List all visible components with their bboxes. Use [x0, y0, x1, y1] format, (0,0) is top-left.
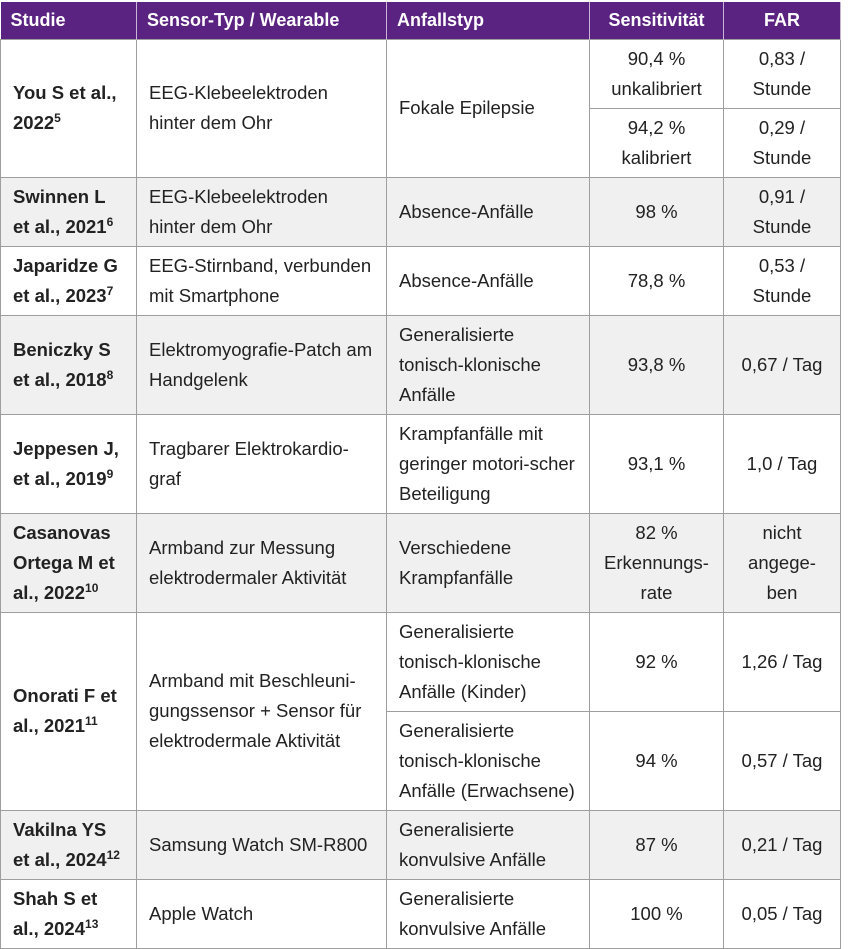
table-row	[1, 879, 841, 948]
far-cell: 1,26 / Tag	[724, 612, 841, 711]
sensor-cell: Armband mit Beschleuni-gungssensor + Sensor für elektrodermale Aktivität	[137, 612, 387, 810]
study-name: Beniczky S et al., 2018	[13, 338, 111, 390]
far-cell: 0,53 / Stunde	[724, 246, 841, 315]
sensor-cell: EEG-Klebeelektroden hinter dem Ohr	[137, 39, 387, 177]
study-cell	[1, 246, 137, 315]
table-row	[1, 513, 841, 612]
sensitivity-cell: 94,2 % kalibriert	[590, 108, 724, 177]
sensitivity-cell: 98 %	[590, 177, 724, 246]
reference-number: 8	[106, 367, 114, 382]
sensor-cell: Tragbarer Elektrokardio-graf	[137, 414, 387, 513]
studies-table	[0, 2, 841, 949]
reference-number: 11	[85, 714, 98, 728]
table-row	[1, 414, 841, 513]
header-seizure: Anfallstyp	[387, 2, 590, 39]
study-name: Jeppesen J, et al., 2019	[13, 437, 119, 489]
header-row	[1, 2, 841, 39]
table-row	[1, 246, 841, 315]
study-name: Swinnen L et al., 2021	[13, 185, 107, 237]
study-name: Shah S et al., 2024	[13, 887, 98, 939]
far-cell: 1,0 / Tag	[724, 414, 841, 513]
far-cell: nicht angege-ben	[724, 513, 841, 612]
sensor-cell: EEG-Klebeelektroden hinter dem Ohr	[137, 177, 387, 246]
sensitivity-cell: 78,8 %	[590, 246, 724, 315]
sensitivity-cell: 90,4 % unkalibriert	[590, 39, 724, 108]
header-study: Studie	[1, 2, 137, 39]
study-name: You S et al., 2022	[13, 82, 117, 133]
reference-number: 9	[106, 466, 114, 481]
sensitivity-cell: 94 %	[590, 711, 724, 810]
seizure-cell: Verschiedene Krampfanfälle	[387, 513, 590, 612]
seizure-cell: Absence-Anfälle	[387, 246, 590, 315]
table-row	[1, 612, 841, 711]
header-sensitivity: Sensitivität	[590, 2, 724, 39]
study-cell	[1, 513, 137, 612]
far-cell: 0,83 / Stunde	[724, 39, 841, 108]
sensitivity-cell: 100 %	[590, 879, 724, 948]
table-row	[1, 810, 841, 879]
study-cell	[1, 810, 137, 879]
table-row	[1, 177, 841, 246]
sensor-cell: Elektromyografie-Patch am Handgelenk	[137, 315, 387, 414]
seizure-cell: Generalisierte tonisch-klonische Anfälle	[387, 315, 590, 414]
study-name: Casanovas Ortega M et al., 2022	[13, 521, 115, 603]
far-cell: 0,29 / Stunde	[724, 108, 841, 177]
sensor-cell: Apple Watch	[137, 879, 387, 948]
study-cell	[1, 879, 137, 948]
header-far: FAR	[724, 2, 841, 39]
seizure-cell: Absence-Anfälle	[387, 177, 590, 246]
sensitivity-cell: 82 % Erkennungs-rate	[590, 513, 724, 612]
seizure-cell: Fokale Epilepsie	[387, 39, 590, 177]
reference-number: 6	[106, 214, 114, 229]
study-cell	[1, 39, 137, 177]
sensitivity-cell: 92 %	[590, 612, 724, 711]
study-cell	[1, 177, 137, 246]
study-cell	[1, 315, 137, 414]
sensor-cell: EEG-Stirnband, verbunden mit Smartphone	[137, 246, 387, 315]
sensitivity-cell: 87 %	[590, 810, 724, 879]
reference-number: 10	[85, 580, 99, 595]
sensor-cell: Armband zur Messung elektrodermaler Aktivität	[137, 513, 387, 612]
far-cell: 0,21 / Tag	[724, 810, 841, 879]
sensitivity-cell: 93,1 %	[590, 414, 724, 513]
far-cell: 0,05 / Tag	[724, 879, 841, 948]
sensitivity-cell: 93,8 %	[590, 315, 724, 414]
sensor-cell: Samsung Watch SM-R800	[137, 810, 387, 879]
seizure-cell: Generalisierte konvulsive Anfälle	[387, 810, 590, 879]
study-cell	[1, 612, 137, 810]
reference-number: 7	[106, 283, 114, 298]
study-name: Vakilna YS et al., 2024	[13, 818, 107, 870]
study-name: Onorati F et al., 2021	[13, 685, 117, 736]
study-cell	[1, 414, 137, 513]
reference-number: 13	[85, 916, 99, 931]
study-name: Japaridze G et al., 2023	[13, 254, 118, 306]
seizure-cell: Generalisierte konvulsive Anfälle	[387, 879, 590, 948]
far-cell: 0,91 / Stunde	[724, 177, 841, 246]
far-cell: 0,67 / Tag	[724, 315, 841, 414]
reference-number: 5	[54, 111, 61, 125]
reference-number: 12	[106, 847, 120, 862]
seizure-cell: Generalisierte tonisch-klonische Anfälle (Erwachsene)	[387, 711, 590, 810]
table-row	[1, 315, 841, 414]
seizure-cell: Generalisierte tonisch-klonische Anfälle (Kinder)	[387, 612, 590, 711]
far-cell: 0,57 / Tag	[724, 711, 841, 810]
seizure-cell: Krampfanfälle mit geringer motori-scher Beteiligung	[387, 414, 590, 513]
table-row	[1, 39, 841, 108]
header-sensor: Sensor-Typ / Wearable	[137, 2, 387, 39]
